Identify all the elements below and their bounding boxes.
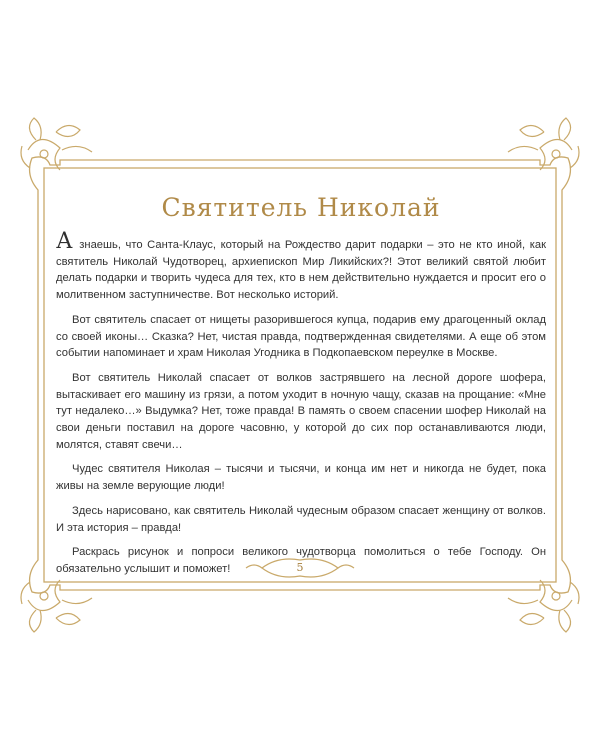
paragraph-driver-story: Вот святитель Николай спасает от волков застрявшего на лесной дороге шофера, вытаскивает его машину из грязи, а потом уходит в ночную чащу, сказав на прощание: «Мне тут недалеко…» Выдумка? Нет, тоже правда! В память о своем спасении шофер Николай на свои деньги поставил на дороге часовню, у которой до сих пор останавливаются люди, молятся, ставят свечи…	[56, 371, 546, 451]
paragraph-merchant-story: Вот святитель спасает от нищеты разорившегося купца, подарив ему драгоценный оклад со своей иконы… Сказка? Нет, чистая правда, подтвержденная свидетелями. А еще об этом событии напоминает и храм Николая Угодника в Подкопаевском переулке в Москве.	[56, 313, 546, 360]
paragraph-text: знаешь, что Санта-Клаус, который на Рождество дарит подарки – это не кто иной, как святитель Николай Чудотворец, архиепископ Мир Ликийских?! Этот великий святой любит делать подарки и творить чудеса для тех, кто в нем действительно нуждается и просит его о молитвенном заступничестве. Вот несколько историй.	[56, 239, 546, 302]
page-number: 5	[296, 561, 304, 574]
page-content	[56, 190, 546, 586]
paragraph-intro	[56, 229, 546, 304]
paragraph-picture-note: Здесь нарисовано, как святитель Николай чудесным образом спасает женщину от волков. И эта история – правда!	[56, 504, 546, 534]
drop-cap: А	[56, 229, 73, 254]
paragraph-miracles: Чудес святителя Николая – тысячи и тысячи, и конца им нет и никогда не будет, пока живы на земле верующие люди!	[56, 463, 546, 493]
paragraph-coloring-prompt: Раскрась рисунок и попроси великого чудотворца помолиться о тебе Господу. Он обязательно услышит и поможет!	[56, 546, 546, 575]
page-title: Святитель Николай	[161, 193, 441, 222]
